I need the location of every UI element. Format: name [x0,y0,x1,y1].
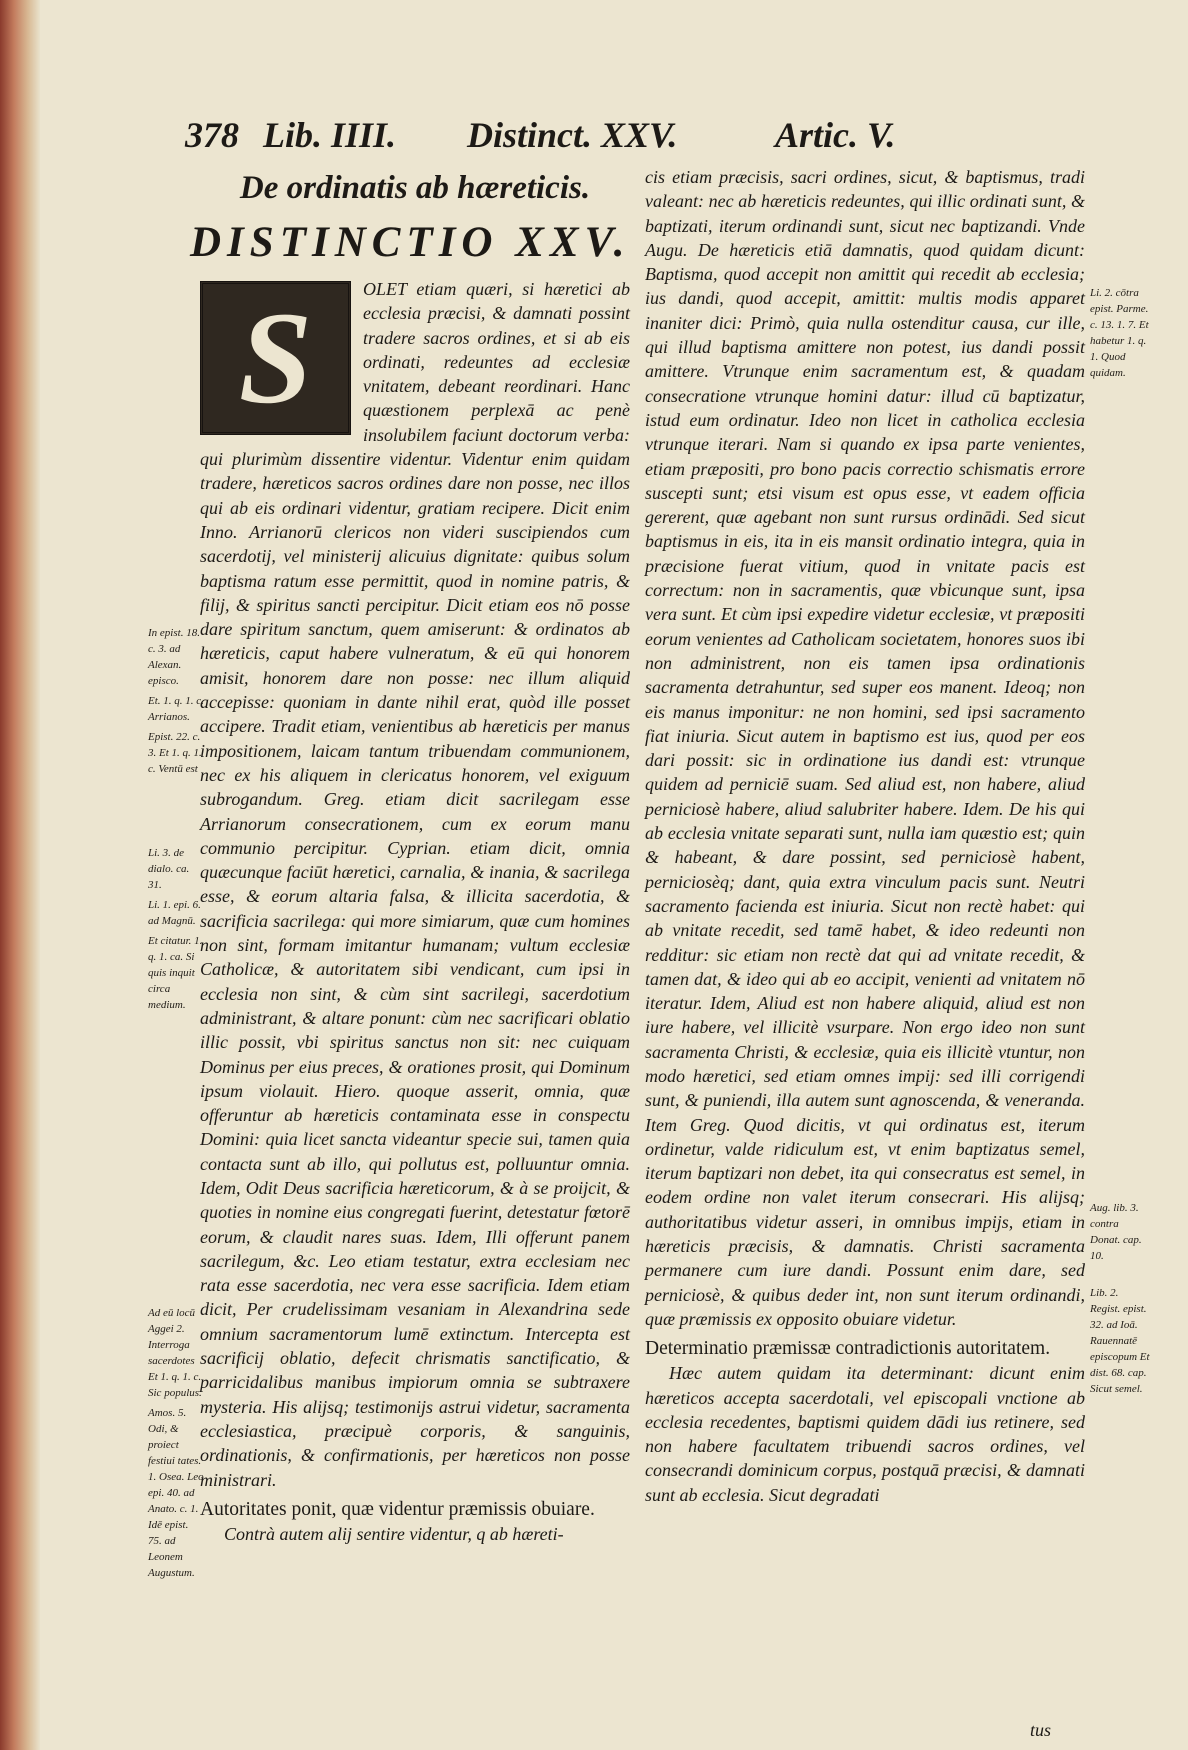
running-head-lib: Lib. IIII. [263,115,397,155]
section-heading-autoritates: Autoritates ponit, quæ videntur præmissis obuiare. [200,1498,595,1520]
running-head-distinctio: Distinct. XXV. [467,115,678,155]
margin-note: Epist. 22. c. 3. Et 1. q. 1. c. Ventū est [148,731,202,775]
margin-note: Li. 1. epi. 6. ad Magnū. [148,899,201,927]
right-column [645,165,1085,1507]
section-heading-determinatio: Determinatio præmissæ contradictionis autoritatem. [645,1338,1051,1360]
margin-note: Et citatur. 1. q. 1. ca. Si quis inquit circa medium. [148,935,203,1011]
left-margin-notes-a [148,625,204,781]
right-margin-notes-a [1090,285,1150,385]
margin-note: Li. 3. de dialo. ca. 31. [148,847,190,891]
page-edge [0,0,40,1750]
running-head [185,112,975,158]
paragraph-continuation: cis etiam præcisis, sacri ordines, sicut, & baptismus, tradi valeant: nec ab hæreticis redeuntes, qui illic ordinati sunt, & baptizati, iterum ordinandi sunt, sicut nec baptizandi. Vnde Augu. De hæreticis etiā damnatis, quod quidam dicunt: Baptisma, quod accepit non amittit qui recedit ab ecclesia; ius dandi, quod accepit, amittit: multis modis apparet inaniter dici: Primò, quia nulla ostenditur causa, cur ille, qui illud baptisma amittere non potest, ius dandi possit amittere. Vtrunque enim sacramentum est, & quadam consecratione vtrunque homini datur: illud cū baptizatur, istud eum ordinatur. Ideo non licet in catholica ecclesia vtrunque iterari. Nam si quando ex ipsa parte venientes, etiam præpositi, pro bono pacis correctio schismatis errore suscepti sunt; etsi visum est opus esse, vt eadem officia gererent, quæ agebant non sunt rursus ordinādi. Sed sicut baptismus in eis, ita in eis mansit ordinatio integra, quia in præcisione fuerat vitium, quod in vnitate pacis est correctum: non in sacramentis, quæ vbicunque sunt, ipsa vera sunt. Et cùm ipsi expedire videtur ecclesiæ, vt præpositi eorum venientes ad Catholicam societatem, honores suos ibi non administrent, non eis tamen ipsa ordinationis sacramenta detrahuntur, sed super eos manent. Ideoq; non eis manus imponitur: ne non homini, sed ipsi sacramento fiat iniuria. Sicut autem in baptismo est ius, quod per eos dari possit: sic in ordinatione ius dandi est: vtrunque quidem ad perniciē suam. Sed aliud est, non habere, aliud perniciosè habere, aliud salubriter habere. Idem. De his qui ab ecclesia vnitate separati sunt, nulla iam quæstio est; quin & habeant, & dare possint, sed perniciosè habent, perniciosèq; dant, quia extra vinculum pacis sunt. Neutri sacramento facienda est iniuria. Sicut non rectè habet: qui ab vnitate recedit, sed tamē habet, & ideo redeunti non redditur: sic etiam non rectè dat qui ad vnitate recedit, & tamen dat, & ideo qui ab eo accipit, venienti ad vnitatem nō iteratur. Idem, Aliud est non habere aliquid, aliud est non iure habere, vel illicitè vsurpare. Non ergo ideo non sunt sacramenta Christi, & ecclesiæ, quia eis illicitè vtuntur, non modo hæretici, sed etiam omnes impij: sed illi corrigendi sunt, & puniendi, illa autem sunt agnoscenda, & veneranda. Item Greg. Quod dicitis, vt qui ordinatus est, iterum ordinetur, valde ridiculum est, vt enim baptizatus semel, iterum baptizari non debet, ita qui consecratus est semel, in eodem ordine non valet iterum consecrari. His alijsq; authoritatibus videtur asseri, in omnibus impijs, etiam in hæreticis præcisis, & damnatis. Christi sacramenta permanere cum iure dandi. Possunt enim dare, sed perniciosè, & quibus deder int, non sunt iterum ordinandi, quæ præmissis ex opposito obuiare videtur. [645,167,1085,1329]
page-number: 378 [185,115,239,155]
margin-note: Aug. lib. 3. contra Donat. cap. 10. [1090,1202,1142,1262]
distinctio-title: DISTINCTIO XXV. [190,219,631,266]
left-margin-notes-b [148,845,204,1017]
opening-paragraph: OLET etiam quæri, si hæretici ab ecclesia præcisi, & damnati possint tradere sacros ordines, et si ab eis ordinati, redeuntes ad ecclesiæ vnitatem, debeant reordinari. Hanc quæstionem perplexā ac penè insolubilem faciunt doctorum verba: qui plurimùm dissentire videntur. Videntur enim quidam tradere, hæreticos sacros ordines dare non posse, nec illos qui ab eis ordinari videntur, gratiam recipere. Dicit enim Inno. Arrianorū clericos non videri suscipiendos cum sacerdotij, vel ministerij alicuius dignitate: quibus solum baptisma ratum esse permittit, quod in nomine patris, & filij, & spiritus sancti percipitur. Dicit etiam eos nō posse dare spiritum sanctum, quem amiserunt: & ordinatos ab hæreticis, caput habere vulneratum, & eū qui honorem amisit, honorem dare non posse: nec illum aliquid accepisse: quoniam in dante nihil erat, quòd ille posset accipere. Tradit etiam, venientibus ab hæreticis per manus impositionem, laicam tantum tribuendam communionem, nec ex his aliquem in clericatus honorem, vel exiguum subrogandum. Greg. etiam dicit sacrilegam esse Arrianorum consecrationem, cum ex eorum manu communio percipitur. Cyprian. etiam dicit, omnia quæcunque faciūt hæretici, carnalia, & inania, & sacrilega esse, & eorum altaria falsa, & illicita sacerdotia, & sacrificia sacrilega: qui more simiarum, quæ cum homines non sint, formam imitantur humanam; vultum ecclesiæ Catholicæ, & autoritatem sibi vendicant, cum ipsi in ecclesia non sint, & cùm sint sacrilegi, sacerdotium administrant, & altare ponunt: cùm nec sacrificari oblatio illic possit, vbi spiritus sanctus non sit: nec cuiquam Dominus per eius preces, & orationes prosit, qui Dominum ipsum violauit. Hiero. quoque asserit, omnia, quæ offeruntur ab hæreticis contaminata esse in conspectu Domini: quia licet sancta videantur specie sui, tamen quia contacta sunt ab illo, qui pollutus est, polluuntur omnia. Idem, Odit Deus sacrificia hæreticorum, & à se proijcit, & quoties in nomine eius congregati fuerint, detestatur fœtorē eorum, & claudit nares suas. Idem, Illi offerunt panem sacrilegum, &c. Leo etiam testatur, extra ecclesiam nec rata esse sacerdotia, nec vera esse sacrificia. Idem etiam dicit, Per crudelissimam vesaniam in Alexandrina sede omnium sacramentorum lumē extinctum. Intercepta est sacrificij oblatio, defecit chrismatis sanctificatio, & parricidalibus manibus impiorum omnia se subtraxere mysteria. His alijsq; testimonijs astrui videtur, sacramenta ecclesiastica, præcipuè corporis, & sanguinis, ordinationis, & confirmationis, per hæreticos non posse ministrari. [200,279,630,1490]
margin-note: Lib. 2. Regist. epist. 32. ad Ioā. Rauennatē episcopum Et dist. 68. cap. Sicut semel. [1090,1287,1150,1395]
ornamental-initial-icon: S [200,281,351,435]
margin-note: Li. 2. cōtra epist. Parme. c. 13. 1. 7. Et habetur 1. q. 1. Quod quidam. [1090,287,1149,379]
paragraph-contra: Contrà autem alij sentire videntur, q ab hæreti- [224,1523,564,1544]
catchword: tus [1030,1720,1052,1740]
margin-note: Et. 1. q. 1. c. Arrianos. [148,695,204,723]
left-column [190,165,631,1546]
left-margin-notes-c [148,1305,204,1585]
margin-note: In epist. 18. c. 3. ad Alexan. episco. [148,627,200,687]
right-margin-notes-b [1090,1200,1150,1268]
paragraph-determinatio: Hæc autem quidam ita determinant: dicunt enim hæreticos accepta sacerdotali, vel episcopali vnctione ab ecclesia recedentes, baptismi quidem dādi ius retinere, sed non habere facultatem tribuendi sacros ordines, vel consecrandi dominicum corpus, postquā præcisi, & damnati sunt ab ecclesia. Sicut degradati [645,1363,1085,1505]
margin-note: Ad eū locū Aggei 2. Interroga sacerdotes Et 1. q. 1. c. Sic populus. [148,1307,202,1399]
running-head-articulus: Artic. V. [775,115,896,155]
margin-note: Amos. 5. Odi, & proiect festiui tates. 1. Osea. Leo epi. 40. ad Anato. c. 1. Idē epist. 75. ad Leonem Augustum. [148,1407,204,1579]
chapter-subtitle: De ordinatis ab hæreticis. [239,170,591,206]
right-margin-notes-c [1090,1285,1150,1401]
